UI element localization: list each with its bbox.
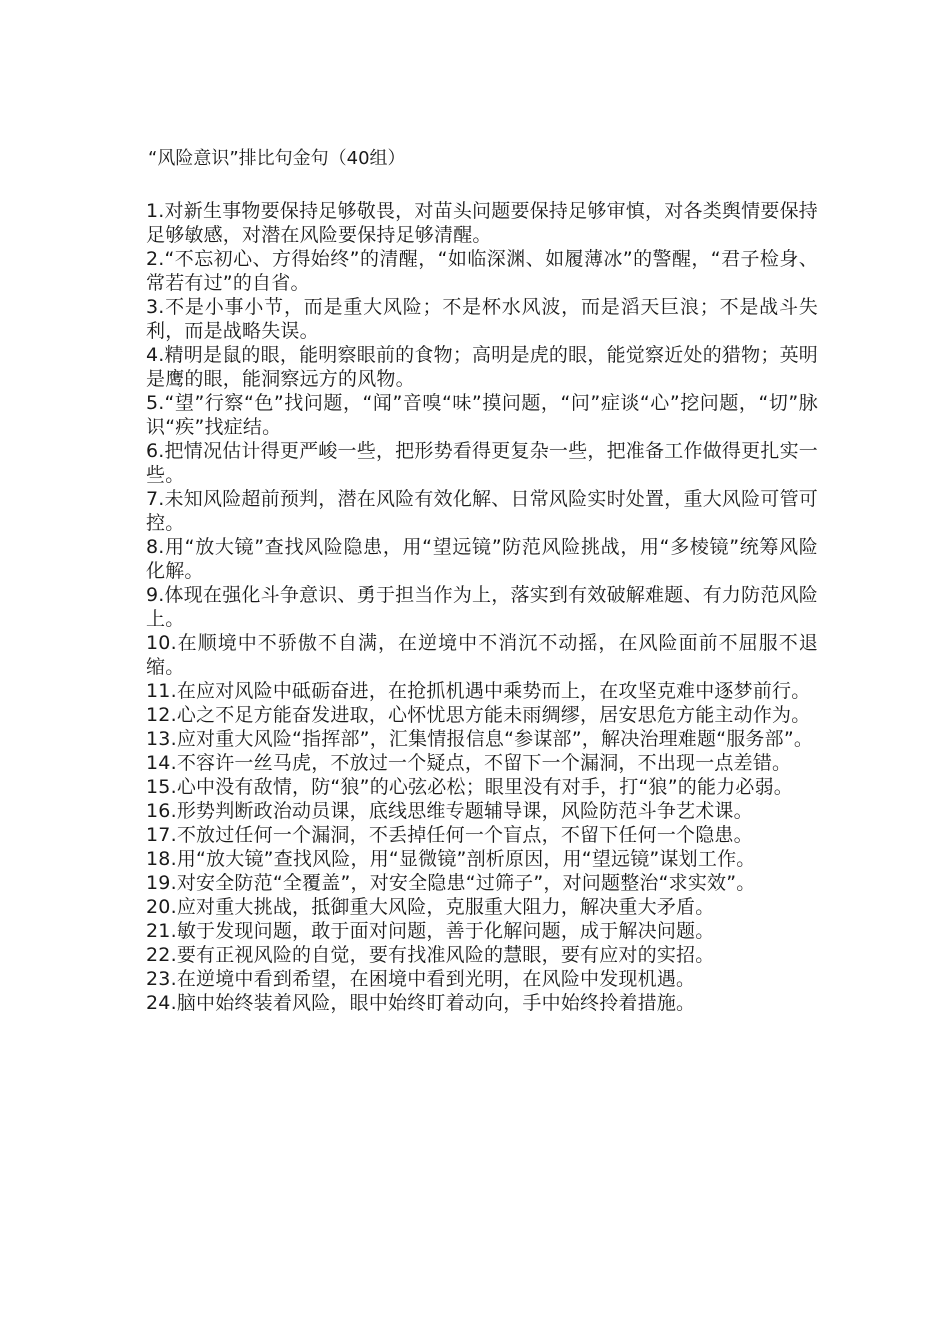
list-item: 5.“望”行察“色”找问题，“闻”音嗅“味”摸问题，“问”症谈“心”挖问题，“切”脉识“疾”找症结。	[146, 392, 818, 438]
list-item: 11.在应对风险中砥砺奋进，在抢抓机遇中乘势而上，在攻坚克难中逐梦前行。	[146, 680, 811, 702]
list-item: 3.不是小事小节，而是重大风险；不是杯水风波，而是滔天巨浪；不是战斗失利，而是战略失误。	[146, 296, 818, 342]
sentence-list	[146, 199, 818, 1015]
list-item: 18.用“放大镜”查找风险，用“显微镜”剖析原因，用“望远镜”谋划工作。	[146, 848, 756, 870]
list-item: 20.应对重大挑战，抵御重大风险，克服重大阻力，解决重大矛盾。	[146, 896, 715, 918]
list-item: 17.不放过任何一个漏洞，不丢掉任何一个盲点，不留下任何一个隐患。	[146, 824, 753, 846]
document-title: “风险意识”排比句金句（40组）	[148, 148, 406, 169]
list-item: 10.在顺境中不骄傲不自满，在逆境中不消沉不动摇，在风险面前不屈服不退缩。	[146, 632, 818, 678]
list-item: 4.精明是鼠的眼，能明察眼前的食物；高明是虎的眼，能觉察近处的猎物；英明是鹰的眼，能洞察远方的风物。	[146, 344, 818, 390]
list-item: 16.形势判断政治动员课，底线思维专题辅导课，风险防范斗争艺术课。	[146, 800, 753, 822]
list-item: 8.用“放大镜”查找风险隐患，用“望远镜”防范风险挑战，用“多棱镜”统筹风险化解。	[146, 536, 818, 582]
list-item: 13.应对重大风险“指挥部”，汇集情报信息“参谋部”，解决治理难题“服务部”。	[146, 728, 814, 750]
list-item: 6.把情况估计得更严峻一些，把形势看得更复杂一些，把准备工作做得更扎实一些。	[146, 440, 818, 486]
list-item: 2.“不忘初心、方得始终”的清醒，“如临深渊、如履薄冰”的警醒，“君子检身、常若有过”的自省。	[146, 248, 818, 294]
list-item: 9.体现在强化斗争意识、勇于担当作为上，落实到有效破解难题、有力防范风险上。	[146, 584, 818, 630]
list-item: 23.在逆境中看到希望，在困境中看到光明，在风险中发现机遇。	[146, 968, 696, 990]
list-item: 14.不容许一丝马虎，不放过一个疑点，不留下一个漏洞，不出现一点差错。	[146, 752, 792, 774]
list-item: 19.对安全防范“全覆盖”，对安全隐患“过筛子”，对问题整治“求实效”。	[146, 872, 756, 894]
list-item: 21.敏于发现问题，敢于面对问题，善于化解问题，成于解决问题。	[146, 920, 715, 942]
list-item: 7.未知风险超前预判，潜在风险有效化解、日常风险实时处置，重大风险可管可控。	[146, 488, 818, 534]
list-item: 12.心之不足方能奋发进取，心怀忧思方能未雨绸缪，居安思危方能主动作为。	[146, 704, 811, 726]
list-item: 1.对新生事物要保持足够敬畏，对苗头问题要保持足够审慎，对各类舆情要保持足够敏感，对潜在风险要保持足够清醒。	[146, 200, 818, 246]
list-item: 15.心中没有敌情，防“狼”的心弦必松；眼里没有对手，打“狼”的能力必弱。	[146, 776, 793, 798]
list-item: 24.脑中始终装着风险，眼中始终盯着动向，手中始终拎着措施。	[146, 992, 696, 1014]
list-item: 22.要有正视风险的自觉，要有找准风险的慧眼，要有应对的实招。	[146, 944, 715, 966]
